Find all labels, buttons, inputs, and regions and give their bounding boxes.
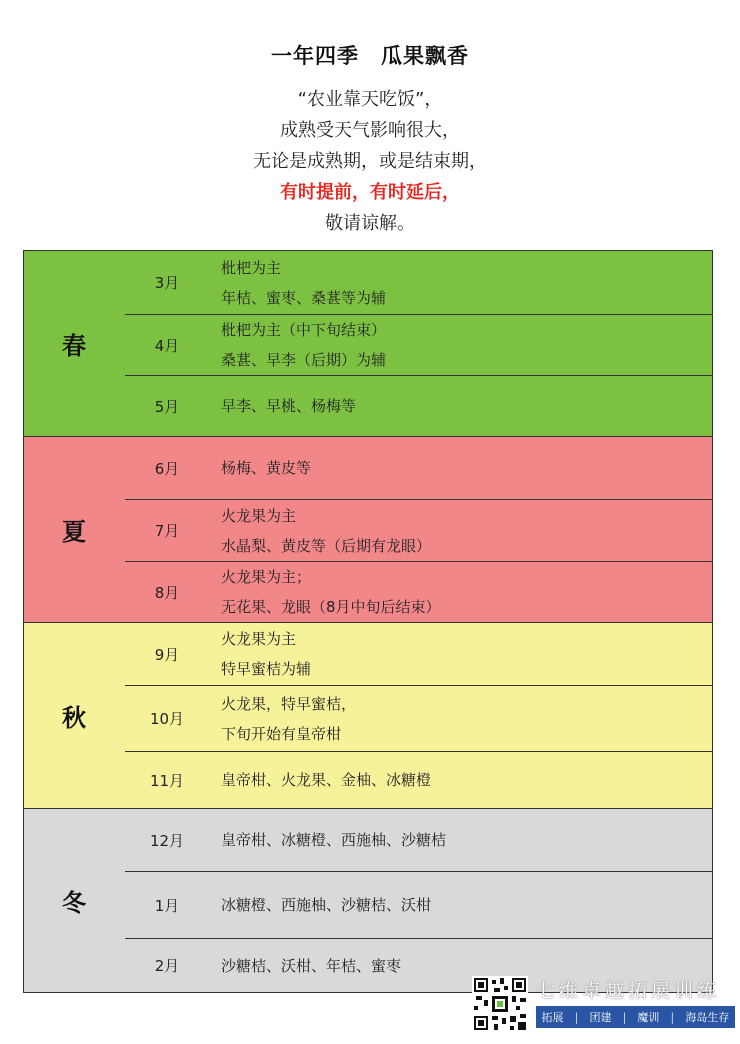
intro-line-5: 敬请谅解。 [325, 213, 415, 234]
season-label-spring: 春 [62, 331, 86, 360]
fruit-secondary: 无花果、龙眼（8月中旬后结束） [221, 598, 441, 616]
month-label: 10月 [149, 710, 185, 728]
month-row [125, 499, 712, 561]
fruit-main: 枇杷为主 [221, 258, 282, 277]
watermark-tag: 团建 [589, 1011, 612, 1024]
month-label: 2月 [154, 957, 180, 975]
fruit-main: 火龙果为主； [221, 568, 312, 586]
fruit-list [221, 437, 311, 499]
watermark-tag: 拓展 [541, 1011, 564, 1024]
season-label-summer: 夏 [62, 517, 86, 546]
fruit-secondary: 桑葚、早李（后期）为辅 [221, 351, 387, 369]
intro-note [0, 84, 740, 239]
month-row [125, 809, 712, 871]
month-label: 5月 [154, 397, 180, 416]
fruit-main: 火龙果为主 [221, 506, 297, 525]
month-row [125, 751, 712, 808]
month-row [125, 314, 712, 375]
seasonal-fruit-table [23, 250, 713, 993]
season-autumn [24, 623, 712, 809]
tag-divider: | [574, 1010, 579, 1024]
month-label: 4月 [154, 336, 180, 355]
intro-highlight-line: 有时提前，有时延后， [280, 182, 460, 203]
fruit-list [221, 376, 356, 436]
month-label: 9月 [154, 645, 180, 664]
watermark-tag: 海岛生存 [685, 1011, 730, 1024]
month-row [125, 685, 712, 751]
season-label-winter: 冬 [62, 888, 86, 917]
month-row [125, 437, 712, 499]
fruit-list [221, 752, 431, 808]
month-label: 8月 [154, 583, 180, 602]
fruit-secondary: 水晶梨、黄皮等（后期有龙眼） [221, 536, 432, 555]
fruit-main: 皇帝柑、火龙果、金柚、冰糖橙 [221, 771, 432, 789]
month-row [125, 561, 712, 622]
month-row [125, 251, 712, 314]
fruit-main: 火龙果，特早蜜桔， [221, 694, 357, 713]
fruit-list [221, 686, 356, 751]
fruit-list [221, 562, 441, 622]
fruit-secondary: 年桔、蜜枣、桑葚等为辅 [221, 288, 387, 307]
month-row [125, 375, 712, 436]
fruit-main: 枇杷为主（中下旬结束） [221, 321, 387, 339]
intro-line-3: 无论是成熟期，或是结束期， [253, 151, 487, 172]
month-label: 6月 [154, 459, 180, 478]
season-winter [24, 809, 712, 992]
month-label: 7月 [154, 522, 180, 540]
fruit-secondary: 下旬开始有皇帝柑 [221, 724, 342, 743]
fruit-main: 冰糖橙、西施柚、沙糖桔、沃柑 [221, 896, 432, 914]
intro-line-2: 成熟受天气影响很大， [280, 120, 460, 141]
fruit-secondary: 特早蜜桔为辅 [221, 660, 312, 678]
fruit-list [221, 809, 446, 871]
intro-line-1: “农业靠天吃饭”， [297, 89, 443, 110]
fruit-list [221, 315, 386, 375]
qr-code-icon [472, 976, 528, 1032]
fruit-list [221, 872, 431, 938]
page-title: 一年四季 瓜果飘香 [271, 44, 469, 68]
season-summer [24, 437, 712, 623]
watermark-text: 七维卓越拓展训练 [536, 980, 721, 1002]
month-row [125, 623, 712, 685]
watermark [472, 976, 740, 1032]
fruit-main: 皇帝柑、冰糖橙、西施柚、沙糖桔 [221, 831, 447, 849]
fruit-list [221, 939, 401, 992]
fruit-list [221, 500, 431, 561]
fruit-main: 沙糖桔、沃柑、年桔、蜜枣 [221, 956, 402, 975]
season-label-autumn: 秋 [62, 703, 86, 732]
fruit-list [221, 251, 386, 314]
fruit-main: 杨梅、黄皮等 [221, 459, 312, 477]
month-label: 11月 [149, 771, 185, 790]
month-row [125, 871, 712, 938]
fruit-list [221, 623, 311, 685]
month-label: 3月 [154, 274, 180, 292]
tag-divider: | [670, 1010, 675, 1024]
fruit-main: 火龙果为主 [221, 630, 297, 648]
watermark-tag-banner [536, 1006, 735, 1028]
fruit-main: 早李、早桃、杨梅等 [221, 397, 357, 415]
month-label: 12月 [149, 831, 185, 850]
month-label: 1月 [154, 896, 180, 915]
season-spring [24, 251, 712, 437]
tag-divider: | [622, 1010, 627, 1024]
watermark-tag: 魔训 [637, 1011, 660, 1024]
